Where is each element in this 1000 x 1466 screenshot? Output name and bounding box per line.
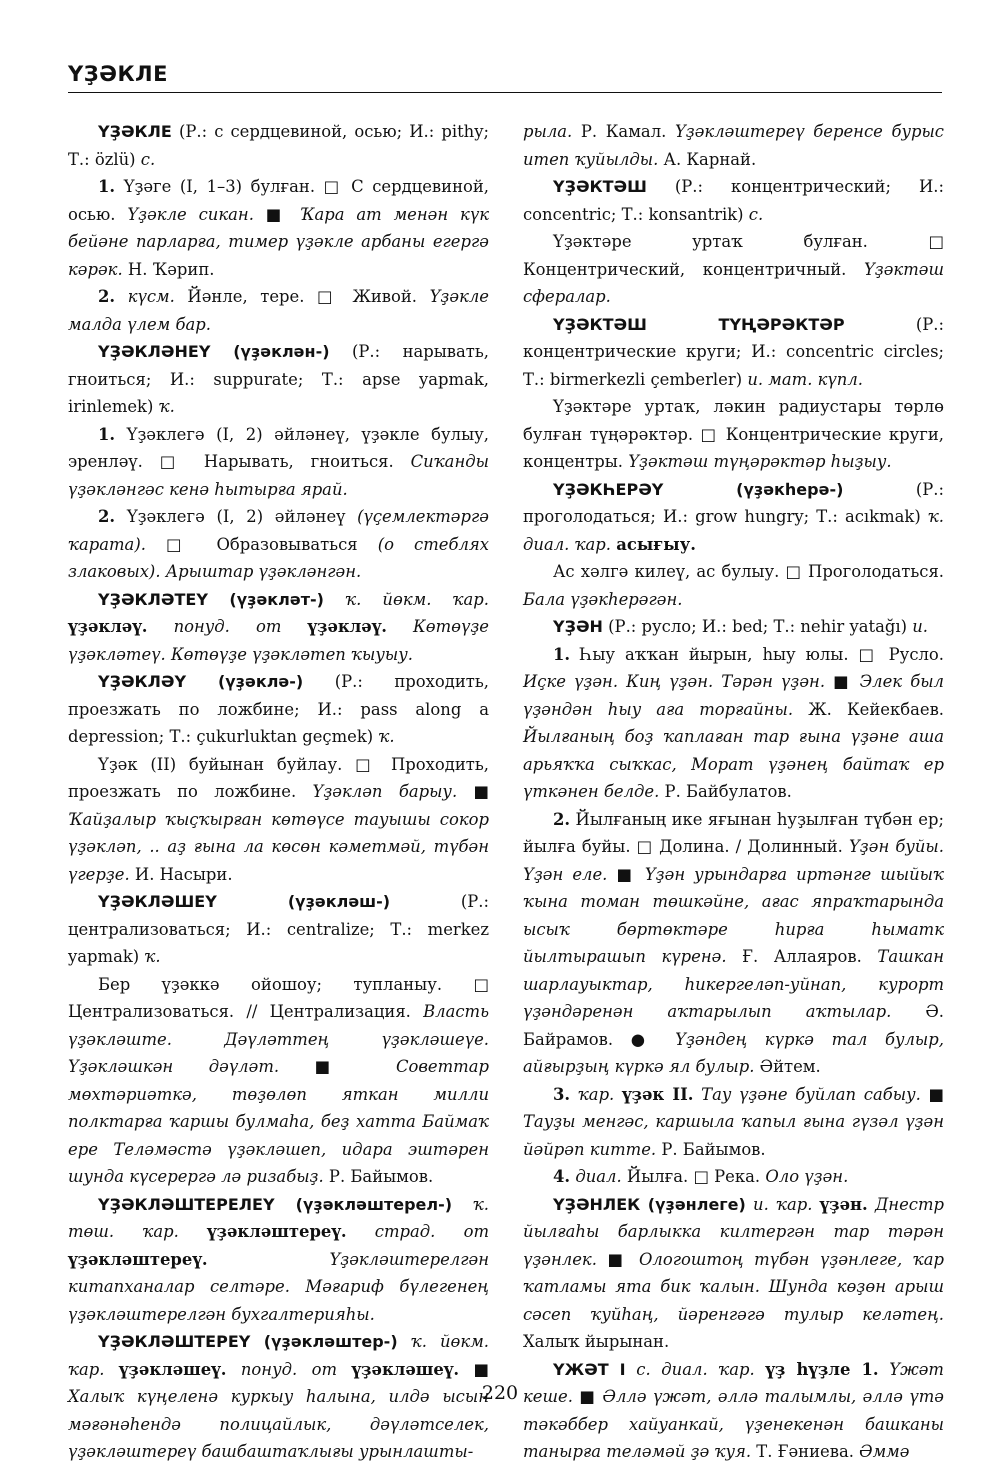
entry-text bbox=[115, 287, 128, 306]
entry-text: үҙәкләштереү. bbox=[68, 1249, 208, 1269]
entry-text: Оло үҙән. bbox=[765, 1167, 849, 1186]
entry-text: Бала үҙәкһерәгән. bbox=[523, 589, 683, 609]
entry-text: 2. bbox=[98, 507, 116, 526]
entry-text: □ Образовываться bbox=[145, 534, 378, 554]
entry-text: үҙәкләшеү. bbox=[351, 1359, 460, 1379]
entry-text: и. мат. күпл. bbox=[747, 369, 863, 389]
entry-text: (Р.: проголодаться; И.: grow hungry; Т.: acıkmak) bbox=[523, 479, 944, 526]
right-column bbox=[523, 118, 944, 1466]
sense bbox=[68, 971, 489, 1191]
entry-text: Н. Ҡәрип. bbox=[122, 259, 215, 279]
entry-text: 1. bbox=[98, 424, 116, 444]
sense bbox=[68, 421, 489, 504]
entry-text: ■ bbox=[825, 672, 860, 691]
headword: ҮҘӘКЛӘҮ (үҙәклә-) bbox=[98, 672, 304, 691]
entry-text: Үҙәндең күркә тал булыр, айғырҙың күркә ял булыр. bbox=[523, 1029, 944, 1076]
entry-text: (Р.: с сердцевиной, осью; И.: pithy; Т.: özlü) bbox=[68, 122, 489, 169]
entry-uzakle bbox=[68, 118, 489, 173]
entry-text: 1. bbox=[98, 177, 116, 196]
entry-text: Сиҡанды үҙәкләнгәс кенә һытырға ярай. bbox=[68, 452, 489, 499]
entry-uzaklatew bbox=[68, 586, 489, 669]
entry-text: ■ bbox=[607, 864, 645, 884]
left-column bbox=[68, 118, 489, 1466]
entry-text: Р. Байымов. bbox=[323, 1167, 434, 1186]
entry-text: Үҙәге (I, 1–3) булған. □ С сердцевиной, осью. bbox=[68, 177, 489, 224]
entry-uzaklanew bbox=[68, 338, 489, 421]
entry-text bbox=[281, 617, 307, 636]
entry-text: Т. Ғәниева. bbox=[751, 1442, 860, 1461]
sense bbox=[523, 558, 944, 613]
entry-text: А. Карнай. bbox=[658, 149, 757, 169]
entry-text: Халыҡ күңеленә куркыу һалына, илдә ысын мәғәнәһендә полицайлык, дәүләтселек, үҙәкләштереү башбаштаҡлығы урынлашты- bbox=[68, 1387, 489, 1461]
entry-text: Үҙәклегә (I, 2) әйләнеү, үҙәкле булыу, эренләү. □ Нарывать, гноиться. bbox=[68, 424, 489, 471]
entry-text: Р. Камал. bbox=[572, 122, 675, 141]
sense bbox=[523, 1163, 944, 1191]
entry-uzhat bbox=[523, 1356, 944, 1466]
entry-text bbox=[868, 1195, 875, 1214]
entry-text: (үҫемлектәргә ҡарата). bbox=[68, 507, 489, 554]
entry-text: Иҫке үҙән. Киң үҙән. Тәрән үҙән. bbox=[523, 672, 826, 691]
entry-text: с. bbox=[748, 204, 764, 224]
headword: ҮҘӘН bbox=[553, 617, 603, 636]
entry-text: ҡ. bbox=[144, 947, 161, 966]
entry-text: Үҙәкле малда үлем бар. bbox=[68, 287, 489, 334]
entry-text: Үҙәктәре уртаҡ, ләкин радиустары төрлө булған түңәрәктәр. □ Концентрические круги, концентры. bbox=[523, 397, 944, 471]
running-head: ҮҘӘКЛЕ bbox=[68, 62, 168, 86]
entry-text: Халыҡ йырынан. bbox=[523, 1332, 670, 1351]
entry-text: Ас хәлгә килеү, ас булыу. □ Проголодаться. bbox=[553, 562, 944, 581]
entry-text: (Р.: русло; И.: bed; Т.: nehir yatağı) bbox=[602, 617, 913, 636]
headword: ҮҘӘКҺЕРӘҮ (үҙәкһерә-) bbox=[553, 479, 844, 499]
entry-text: Әллә үжәт, әллә талымлы, әллә үтә тәкәббер хайуанкай, үҙенекенән башканы танырға теләмәй ҙә ҡуя. bbox=[523, 1387, 944, 1461]
entry-text: ҡ. диал. ҡар. bbox=[523, 507, 944, 554]
entry-text bbox=[208, 1250, 330, 1269]
entry-text: Ологоштоң түбән үҙәнлеге, ҡар ҡатламы ята бик ҡалын. Шунда көҙөн арыш сәсеп ҡуйһаң, йәренгәгә тулыр келәтең. bbox=[523, 1249, 944, 1324]
entry-text: Р. Байымов. bbox=[656, 1139, 766, 1159]
header-rule bbox=[68, 92, 942, 93]
entry-text: Йәнле, тере. □ Живой. bbox=[174, 287, 430, 306]
entry-text: Элек был үҙәндән һыу аға торғайны. bbox=[523, 672, 944, 719]
entry-text: ■ bbox=[596, 1249, 639, 1269]
entry-text: Ҡайҙалыр ҡыҫҡырған көтөүсе тауышы сокор үҙәкләп, .. аҙ ғына ла көсөн кәметмәй, түбән үгерҙе. bbox=[68, 809, 489, 884]
entry-text: Үҙәктәре уртаҡ булған. □ Концентрический, концентричный. bbox=[523, 232, 944, 279]
entry-text bbox=[746, 1195, 753, 1214]
entry-text: Йылғаның ике яғынан һуҙылған түбән ер; йылға буйы. □ Долина. / Долинный. bbox=[523, 809, 944, 856]
entry-text: Власть үҙәкләште. Дәүләттең үҙәкләшеүе. Үҙәкләшкән дәүләт. bbox=[68, 1002, 489, 1076]
headword: ҮЖӘТ I bbox=[553, 1359, 626, 1379]
entry-text: 2. bbox=[553, 809, 571, 829]
entry-text: с. bbox=[140, 149, 156, 169]
entry-text: диал. bbox=[575, 1167, 622, 1186]
entry-text: 3. bbox=[553, 1084, 571, 1104]
entry-text: ҡ. йөкм. ҡар. bbox=[345, 589, 489, 609]
page-number: 220 bbox=[481, 1382, 519, 1404]
continuation bbox=[523, 118, 944, 173]
entry-text: Әйтем. bbox=[754, 1057, 821, 1076]
entry-text: с. диал. ҡар. bbox=[636, 1359, 755, 1379]
entry-text bbox=[879, 1360, 890, 1379]
entry-text: ҡар. bbox=[577, 1084, 615, 1104]
entry-text: Ғ. Аллаяров. bbox=[726, 947, 878, 966]
entry-uzaklashterelew bbox=[68, 1191, 489, 1329]
entry-text: Үҙәк (II) буйынан буйлау. □ Проходить, проезжать по ложбине. bbox=[68, 754, 489, 801]
entry-text: Һыу аҡҡан йырын, һыу юлы. □ Русло. bbox=[570, 644, 944, 664]
entry-text: Үҙәкләштереү беренсе бурыс итеп ҡуйылды. bbox=[523, 122, 944, 169]
entry-text: үҙәк II. bbox=[621, 1084, 694, 1104]
sense bbox=[523, 228, 944, 311]
headword: ҮҘӘКТӘШ ТҮҢӘРӘКТӘР bbox=[553, 314, 845, 334]
entry-text: Ташкан шарлауыктар, һикергеләп-уйнап, курорт үҙәндәренән аҡтарылып аҡтылар. bbox=[523, 947, 944, 1021]
headword: ҮҘӘКЛӘШЕҮ (үҙәкләш-) bbox=[98, 892, 391, 911]
sense bbox=[523, 806, 944, 1081]
entry-uzaktash-tunaraktar bbox=[523, 311, 944, 394]
entry-text: Ж. Кейекбаев. bbox=[793, 699, 945, 719]
entry-text: ■ bbox=[253, 204, 300, 224]
entry-text: Үжәт кеше. bbox=[523, 1359, 944, 1406]
entry-text: (Р.: концентрический; И.: concentric; Т.: konsantrik) bbox=[523, 177, 944, 224]
entry-text: Тау үҙәне буйлап сабыу. bbox=[701, 1084, 921, 1104]
entry-text: (Р.: концентрические круги; И.: concentric circles; Т.: birmerkezli çemberler) bbox=[523, 314, 944, 389]
entry-text: ■ bbox=[457, 782, 489, 801]
entry-text: 2. bbox=[98, 287, 116, 306]
entry-uzakheraw bbox=[523, 476, 944, 559]
entry-text bbox=[104, 1360, 118, 1379]
entry-text: асығыу. bbox=[616, 534, 696, 554]
entry-text: (Р.: нарывать, гноиться; И.: suppurate; Т.: apse yapmak, irinlemek) bbox=[68, 342, 490, 416]
entry-text bbox=[324, 590, 345, 609]
entry-uzaklaw bbox=[68, 668, 489, 751]
entry-text: Әммә bbox=[859, 1442, 910, 1461]
entry-text: Үҙәклегә (I, 2) әйләнеү bbox=[115, 507, 358, 526]
entry-text: Р. Байбулатов. bbox=[659, 782, 792, 801]
entry-text: страд. от bbox=[374, 1222, 489, 1241]
entry-text: и. ҡар. bbox=[753, 1194, 813, 1214]
entry-text: Үҙәкләп барыу. bbox=[312, 782, 458, 801]
entry-uzan bbox=[523, 613, 944, 641]
entry-text: Үҙән буйы. Үҙән еле. bbox=[523, 837, 944, 884]
entry-text: ҡ. bbox=[378, 727, 395, 746]
entry-text bbox=[614, 1085, 622, 1104]
entry-text: И. Насыри. bbox=[129, 864, 233, 884]
entry-text: үҙ һүҙле 1. bbox=[765, 1359, 879, 1379]
entry-text: үҙәкләштереү. bbox=[207, 1222, 347, 1241]
entry-text: Үҙән урындарға иртәнге шыйыҡ ҡына томан төшкәйне, ағас япраҡтарында ысыҡ бөртөктәре һирға һыматк йылтырашып күренә. bbox=[523, 864, 944, 966]
entry-text bbox=[452, 1195, 473, 1214]
entry-text: ҡ. йөкм. ҡар. bbox=[68, 1332, 490, 1379]
entry-text: ■ bbox=[279, 1057, 396, 1076]
entry-text: үҙәкләшеү. bbox=[118, 1359, 227, 1379]
entry-text bbox=[226, 1360, 240, 1379]
sense bbox=[68, 283, 489, 338]
entry-text bbox=[387, 617, 413, 636]
headword: ҮҘӘКЛӘНЕҮ (үҙәклән-) bbox=[98, 342, 330, 361]
entry-text bbox=[179, 1222, 207, 1241]
entry-text: Үҙәктәш түңәрәктәр һыҙыу. bbox=[628, 452, 892, 471]
headword: ҮҘӘКТӘШ bbox=[553, 177, 647, 196]
entry-text: Үҙәкләштерелгән китапханалар селтәре. Мәғариф бүлегенең үҙәкләштерелгән бухгалтерияһы. bbox=[68, 1249, 489, 1324]
entry-text: ҡ. bbox=[158, 397, 175, 416]
headword: ҮҘӘКЛӘТЕҮ (үҙәклəт-) bbox=[98, 589, 324, 609]
headword: ҮҘӘКЛӘШТЕРЕҮ (үҙәкләштер-) bbox=[98, 1332, 398, 1351]
entry-text: үҙәкләү. bbox=[68, 617, 148, 636]
entry-text: Көтөүҙе үҙәкләтеү. Көтөүҙе үҙәкләтеп ҡыуыу. bbox=[68, 617, 490, 664]
entry-text bbox=[812, 1195, 819, 1214]
entry-text bbox=[626, 1360, 637, 1379]
entry-text: үҙән. bbox=[819, 1194, 868, 1214]
entry-text: Ҡара ат менән күк бейәне парларға, тимер үҙәкле арбаны егергә кәрәк. bbox=[68, 204, 489, 279]
entry-text: 4. bbox=[553, 1167, 571, 1186]
entry-text: (Р.: централизоваться; И.: centralize; Т.: merkez yapmak) bbox=[68, 892, 489, 966]
entry-text bbox=[337, 1360, 351, 1379]
entry-text: ■ bbox=[459, 1359, 489, 1379]
headword: ҮҘӘКЛЕ bbox=[98, 122, 172, 141]
entry-text: Бер үҙәккә ойошоу; тупланыу. □ Централизоваться. // Централизация. bbox=[68, 974, 489, 1021]
entry-text: үҙәкләү. bbox=[307, 617, 387, 636]
entry-text: күсм. bbox=[127, 287, 175, 306]
entry-text: (о стеблях злаковых). Арыштар үҙәкләнгән. bbox=[68, 534, 489, 581]
entry-uzaklashew bbox=[68, 888, 489, 971]
sense bbox=[68, 173, 489, 283]
headword: ҮҘӘНЛЕК (үҙәнлеге) bbox=[553, 1194, 746, 1214]
entry-text: понуд. от bbox=[240, 1359, 338, 1379]
entry-text: понуд. от bbox=[173, 617, 282, 636]
entry-text: 1. bbox=[553, 644, 571, 664]
sense bbox=[68, 503, 489, 586]
entry-text: Тауҙы менгәс, каршыла ҡапыл ғына гүзәл үҙән йәйрәп китте. bbox=[523, 1112, 944, 1159]
entry-text bbox=[755, 1360, 766, 1379]
entry-text bbox=[398, 1332, 411, 1351]
entry-text: и. bbox=[912, 617, 928, 636]
entry-text: ■ bbox=[920, 1084, 944, 1104]
entry-text: ■ bbox=[572, 1387, 603, 1406]
entry-text: Ә. Байрамов. ● bbox=[523, 1002, 944, 1049]
entry-uzanlek bbox=[523, 1191, 944, 1356]
entry-text: Днестр йылғаһы барлыкка килтергән тар тәрән үҙәнлек. bbox=[523, 1194, 945, 1269]
entry-text: рыла. bbox=[523, 122, 573, 141]
sense bbox=[523, 1081, 944, 1164]
entry-text: ҡ. төш. ҡар. bbox=[68, 1194, 489, 1241]
entry-text: Йылғаның боҙ ҡаплаған тар ғына үҙәне аша арьяҡҡа сыҡкас, Морат үҙәнең байтаҡ ер үткәнен белде. bbox=[523, 727, 944, 801]
entry-text: Үҙәкле сикан. bbox=[127, 204, 254, 224]
entry-text: (Р.: проходить, проезжать по ложбине; И.: pass along a depression; Т.: çukurluktan geçmek) bbox=[68, 672, 489, 746]
entry-text: Йылға. □ Река. bbox=[621, 1167, 766, 1186]
entry-text bbox=[347, 1222, 375, 1241]
sense bbox=[523, 641, 944, 806]
sense bbox=[68, 751, 489, 889]
sense bbox=[523, 393, 944, 476]
entry-text: Советтар мөхтәриәткә, төҙөлөп яткан милли полктарға ҡаршы булмаһа, беҙ хатта Баймаҡ ере Теләмәстә үҙәкләшеп, идара эштәрен шунда күсерергә лә ризабыҙ. bbox=[68, 1057, 489, 1186]
headword: ҮҘӘКЛӘШТЕРЕЛЕҮ (үҙәкләштерел-) bbox=[98, 1194, 453, 1214]
entry-text bbox=[570, 1085, 578, 1104]
entry-uzaktash bbox=[523, 173, 944, 228]
entry-text bbox=[147, 617, 173, 636]
entry-text: Үҙәктәш сфералар. bbox=[523, 259, 944, 306]
